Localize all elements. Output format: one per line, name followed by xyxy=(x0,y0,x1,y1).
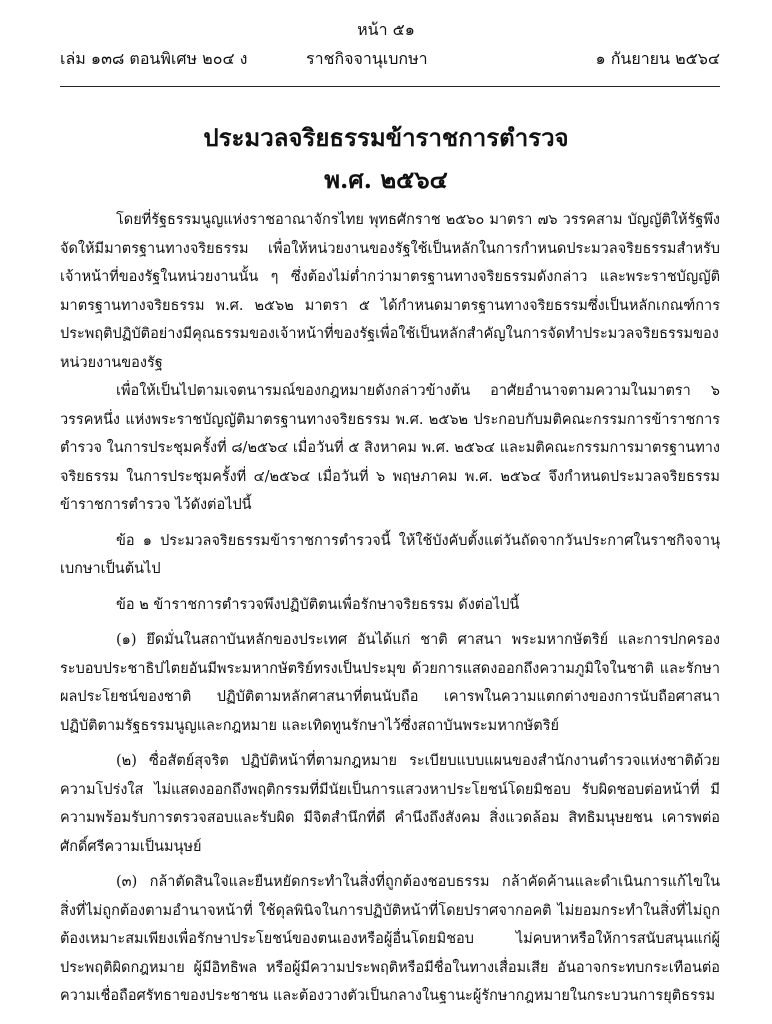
document-year: พ.ศ. ๒๕๖๔ xyxy=(324,165,448,194)
page-number: หน้า ๕๑ xyxy=(357,20,415,39)
clause-1: ข้อ ๑ ประมวลจริยธรรมข้าราชการตำรวจนี้ ให้ใช้บังคับตั้งแต่วันถัดจากวันประกาศในราชกิจจานุเบกษาเป็นต้นไป xyxy=(60,532,720,577)
clause-2-item-3: (๓) กล้าตัดสินใจและยืนหยัดกระทำในสิ่งที่ถูกต้องชอบธรรม กล้าคัดค้านและดำเนินการแก้ไขในสิ่งที่ไม่ถูกต้องตามอำนาจหน้าที่ ใช้ดุลพินิจในการปฏิบัติหน้าที่โดยปราศจากอคติ ไม่ยอมกระทำในสิ่งที่ไม่ถูกต้องเหมาะสมเพียงเพื่อรักษาประโยชน์ของตนเองหรือผู้อื่นโดยมิชอบ ไม่คบหาหรือให้การสนับสนุนแก่ผู้ประพฤติผิดกฎหมาย ผู้มีอิทธิพล หรือผู้มีความประพฤติหรือมีชื่อในทางเสื่อมเสีย อันอาจกระทบกระเทือนต่อความเชื่อถือศรัทธาของประชาชน และต้องวางตัวเป็นกลางในฐานะผู้รักษากฎหมายในกระบวนการยุติธรรม xyxy=(60,874,720,1004)
clause-2-item-1: (๑) ยึดมั่นในสถาบันหลักของประเทศ อันได้แก่ ชาติ ศาสนา พระมหากษัตริย์ และการปกครองระบอบประชาธิปไตยอันมีพระมหากษัตริย์ทรงเป็นประมุข ด้วยการแสดงออกถึงความภูมิใจในชาติ และรักษาผลประโยชน์ของชาติ ปฏิบัติตามหลักศาสนาที่ตนนับถือ เคารพในความแตกต่างของการนับถือศาสนา ปฏิบัติตามรัฐธรรมนูญและกฎหมาย และเทิดทูนรักษาไว้ซึ่งสถาบันพระมหากษัตริย์ xyxy=(60,632,720,734)
paragraph-preamble: โดยที่รัฐธรรมนูญแห่งราชอาณาจักรไทย พุทธศักราช ๒๕๖๐ มาตรา ๗๖ วรรคสาม บัญญัติให้รัฐพึงจัดให้มีมาตรฐานทางจริยธรรม เพื่อให้หน่วยงานของรัฐใช้เป็นหลักในการกำหนดประมวลจริยธรรมสำหรับเจ้าหน้าที่ของรัฐในหน่วยงานนั้น ๆ ซึ่งต้องไม่ต่ำกว่ามาตรฐานทางจริยธรรมดังกล่าว และพระราชบัญญัติมาตรฐานทางจริยธรรม พ.ศ. ๒๕๖๒ มาตรา ๕ ได้กำหนดมาตรฐานทางจริยธรรมซึ่งเป็นหลักเกณฑ์การประพฤติปฏิบัติอย่างมีคุณธรรมของเจ้าหน้าที่ของรัฐเพื่อใช้เป็นหลักสำคัญในการจัดทำประมวลจริยธรรมของหน่วยงานของรัฐ xyxy=(60,212,720,371)
document-body xyxy=(60,206,720,1011)
publication-name: ราชกิจจานุเบกษา xyxy=(306,49,428,68)
clause-2-item-2: (๒) ซื่อสัตย์สุจริต ปฏิบัติหน้าที่ตามกฎหมาย ระเบียบแบบแผนของสำนักงานตำรวจแห่งชาติด้วยความโปร่งใส ไม่แสดงออกถึงพฤติกรรมที่มีนัยเป็นการแสวงหาประโยชน์โดยมิชอบ รับผิดชอบต่อหน้าที่ มีความพร้อมรับการตรวจสอบและรับผิด มีจิตสำนึกที่ดี คำนึงถึงสังคม สิ่งแวดล้อม สิทธิมนุษยชน เคารพต่อศักดิ์ศรีความเป็นมนุษย์ xyxy=(60,753,720,855)
header-divider xyxy=(60,86,720,87)
paragraph-authority: เพื่อให้เป็นไปตามเจตนารมณ์ของกฎหมายดังกล่าวข้างต้น อาศัยอำนาจตามความในมาตรา ๖ วรรคหนึ่ง แห่งพระราชบัญญัติมาตรฐานทางจริยธรรม พ.ศ. ๒๕๖๒ ประกอบกับมติคณะกรรมการข้าราชการตำรวจ ในการประชุมครั้งที่ ๘/๒๕๖๔ เมื่อวันที่ ๕ สิงหาคม พ.ศ. ๒๕๖๔ และมติคณะกรรมการมาตรฐานทางจริยธรรม ในการประชุมครั้งที่ ๔/๒๕๖๔ เมื่อวันที่ ๖ พฤษภาคม พ.ศ. ๒๕๖๔ จึงกำหนดประมวลจริยธรรมข้าราชการตำรวจ ไว้ดังต่อไปนี้ xyxy=(60,383,720,513)
publication-date: ๑ กันยายน ๒๕๖๔ xyxy=(595,49,720,68)
clause-2: ข้อ ๒ ข้าราชการตำรวจพึงปฏิบัติตนเพื่อรักษาจริยธรรม ดังต่อไปนี้ xyxy=(116,596,520,613)
document-title: ประมวลจริยธรรมข้าราชการตำรวจ xyxy=(203,123,569,152)
volume-issue: เล่ม ๑๓๘ ตอนพิเศษ ๒๐๔ ง xyxy=(60,49,248,68)
